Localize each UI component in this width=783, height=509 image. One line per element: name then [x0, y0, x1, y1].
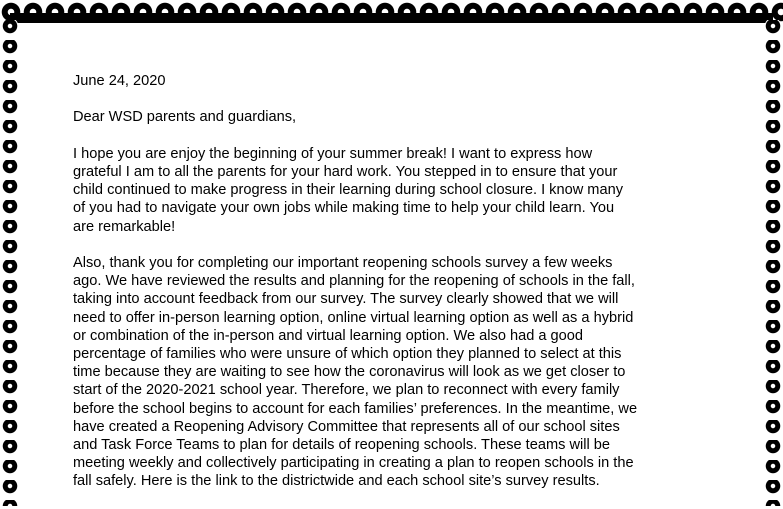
decorative-border-left: [0, 20, 20, 506]
decorative-border-top: [0, 0, 783, 24]
letter-date: June 24, 2020: [73, 73, 166, 89]
letter-salutation: Dear WSD parents and guardians,: [73, 109, 297, 126]
decorative-border-right: [763, 20, 783, 506]
letter-body: [73, 72, 703, 509]
letter-paragraph-2: Also, thank you for completing our important reopening schools survey a few weeks ago. We have reviewed the results and planning for the reopening of schools in the fall, taking into account feedback from our survey. The survey clearly showed that we will need to offer in-person learning option, online virtual learning option as well as a hybrid or combination of the in-person and virtual learning option. We also had a good percentage of families who were unsure of which option they planned to select at this time because they are waiting to see how the coronavirus will look as we get closer to start of the 2020-2021 school year. Therefore, we plan to reconnect with every family before the school begins to account for each families’ preferences. In the meantime, we have created a Reopening Advisory Committee that represents all of our school sites and Task Force Teams to plan for details of reopening schools. These teams will be meeting weekly and collectively participating in creating a plan to reopen schools in the fall safely. Here is the link to the districtwide and each school site’s survey results.: [73, 254, 638, 490]
letter-paragraph-1: I hope you are enjoy the beginning of your summer break! I want to express how grateful I am to all the parents for your hard work. You stepped in to ensure that your child continued to make progress in their learning during school closure. I know many of you had to navigate your own jobs while making time to help your child learn. You are remarkable!: [73, 145, 623, 235]
